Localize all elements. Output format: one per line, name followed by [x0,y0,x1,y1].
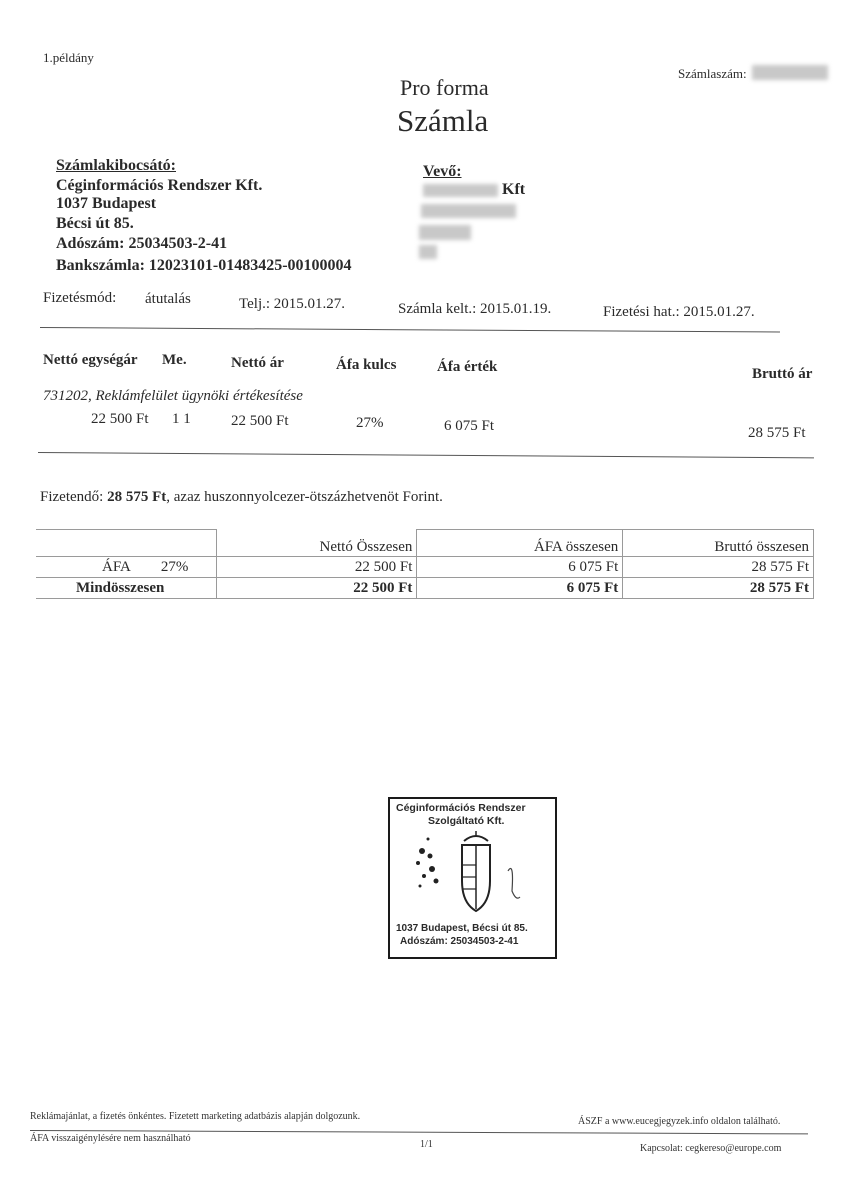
summary-total-gross: 28 575 Ft [623,578,814,599]
footer-disclaimer: Reklámajánlat, a fizetés önkéntes. Fizetett marketing adatbázis alapján dolgozunk. [30,1111,361,1122]
redacted-buyer-tax [419,245,437,259]
summary-vat-vat: 6 075 Ft [417,557,623,578]
payment-method: átutalás [145,291,191,307]
summary-table [36,529,814,599]
summary-vat-label: ÁFA [102,558,131,575]
footer-page-number: 1/1 [420,1139,433,1150]
payable-text: , azaz huszonnyolcezer-ötszázhetvenöt Forint. [166,489,443,505]
coat-of-arms-icon [400,831,540,921]
col-vat-value: Áfa érték [437,359,498,375]
footer-vat-note: ÁFA visszaigénylésére nem használható [30,1133,191,1144]
item-qty: 1 1 [172,411,191,427]
divider-top [40,327,780,333]
title-pro-forma: Pro forma [400,75,489,100]
summary-vat-rate: 27% [160,558,189,575]
copy-label: 1.példány [43,50,94,65]
summary-total-net: 22 500 Ft [216,578,417,599]
item-description: 731202, Reklámfelület ügynöki értékesítése [43,388,303,404]
col-vat-rate: Áfa kulcs [336,357,397,373]
company-stamp [388,797,557,959]
stamp-line2: Szolgáltató Kft. [428,815,505,827]
issue-date: Számla kelt.: 2015.01.19. [398,301,552,317]
buyer-name-suffix: Kft [502,181,526,198]
page-title: Számla [397,103,489,138]
stamp-line3: 1037 Budapest, Bécsi út 85. [396,923,528,934]
summary-vat-row [36,557,814,578]
stamp-line1: Céginformációs Rendszer [396,802,526,814]
redacted-buyer-address [421,204,516,218]
item-vat-value: 6 075 Ft [444,418,495,434]
payment-method-label: Fizetésmód: [43,290,117,306]
summary-total-vat: 6 075 Ft [417,578,623,599]
col-unit-price: Nettó egységár [43,352,138,368]
col-qty: Me. [162,352,187,368]
payable-label: Fizetendő: [40,489,104,505]
issuer-city: 1037 Budapest [56,195,157,212]
issuer-name: Céginformációs Rendszer Kft. [56,177,263,194]
col-net: Nettó ár [231,355,284,371]
summary-header-net: Nettó Összesen [216,530,417,557]
invoice-number-label: Számlaszám: [678,66,747,81]
redacted-buyer-city [419,225,471,240]
item-vat-rate: 27% [356,415,384,431]
summary-header-vat: ÁFA összesen [417,530,623,557]
issuer-tax-id: Adószám: 25034503-2-41 [56,235,228,252]
summary-header-row [36,530,814,557]
due-date: Fizetési hat.: 2015.01.27. [603,304,755,320]
performance-date: Telj.: 2015.01.27. [239,296,346,312]
footer-contact: Kapcsolat: cegkereso@europe.com [640,1143,782,1154]
item-gross: 28 575 Ft [748,425,806,441]
issuer-street: Bécsi út 85. [56,215,134,232]
stamp-line4: Adószám: 25034503-2-41 [400,936,519,947]
divider-items [38,452,814,458]
payable-line [40,489,443,506]
issuer-heading: Számlakibocsátó: [56,157,176,174]
redacted-invoice-number [752,65,828,80]
buyer-heading: Vevő: [423,163,462,180]
footer-terms: ÁSZF a www.eucegjegyzek.info oldalon található. [578,1116,781,1127]
redacted-buyer-name [423,184,498,197]
summary-header-gross: Bruttó összesen [623,530,814,557]
col-gross: Bruttó ár [752,366,813,382]
item-net: 22 500 Ft [231,413,289,429]
issuer-bank-account: Bankszámla: 12023101-01483425-00100004 [56,257,352,274]
item-unit-price: 22 500 Ft [91,411,149,427]
summary-total-label: Mindösszesen [36,578,216,599]
summary-vat-net: 22 500 Ft [216,557,417,578]
payable-amount: 28 575 Ft [107,489,167,505]
summary-vat-gross: 28 575 Ft [623,557,814,578]
summary-total-row [36,578,814,599]
